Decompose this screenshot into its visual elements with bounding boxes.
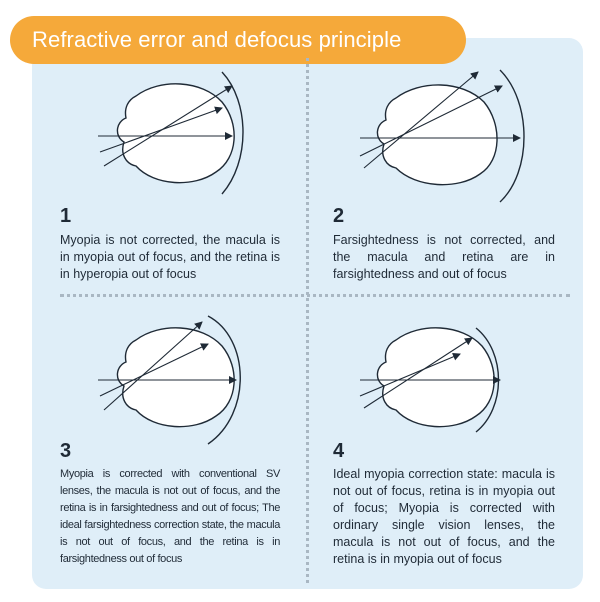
quadrant-text-2: Farsightedness is not corrected, and the macula and retina are in farsightedness and out of focus bbox=[333, 233, 555, 281]
eye-diagram-3 bbox=[90, 308, 260, 448]
eye-diagram-2 bbox=[350, 62, 540, 212]
horizontal-divider bbox=[60, 294, 570, 297]
quadrant-number-4: 4 bbox=[333, 440, 345, 462]
quadrant-number-2: 2 bbox=[333, 205, 345, 227]
vertical-divider bbox=[306, 58, 309, 583]
quadrant-text-4: Ideal myopia correction state: macula is not out of focus, retina is in myopia out of focus; Myopia is corrected with ordinary single vision lenses, the macula is not out of focus, and the retina is in myopia out of focus bbox=[333, 467, 555, 566]
eye-diagram-4 bbox=[350, 308, 540, 448]
quadrant-text-1: Myopia is not corrected, the macula is in myopia out of focus, and the retina is in hyperopia out of focus bbox=[60, 233, 280, 281]
quadrant-text-3: Myopia is corrected with conventional SV lenses, the macula is not out of focus, and the retina is in farsightedness and out of focus; The ideal farsightedness correction state, the macula is not out of focus, and the retina is in farsightedness out of focus bbox=[60, 468, 280, 565]
page-title: Refractive error and defocus principle bbox=[10, 16, 466, 64]
eye-diagram-1 bbox=[90, 62, 260, 202]
quadrant-number-3: 3 bbox=[60, 440, 72, 462]
quadrant-number-1: 1 bbox=[60, 205, 72, 227]
